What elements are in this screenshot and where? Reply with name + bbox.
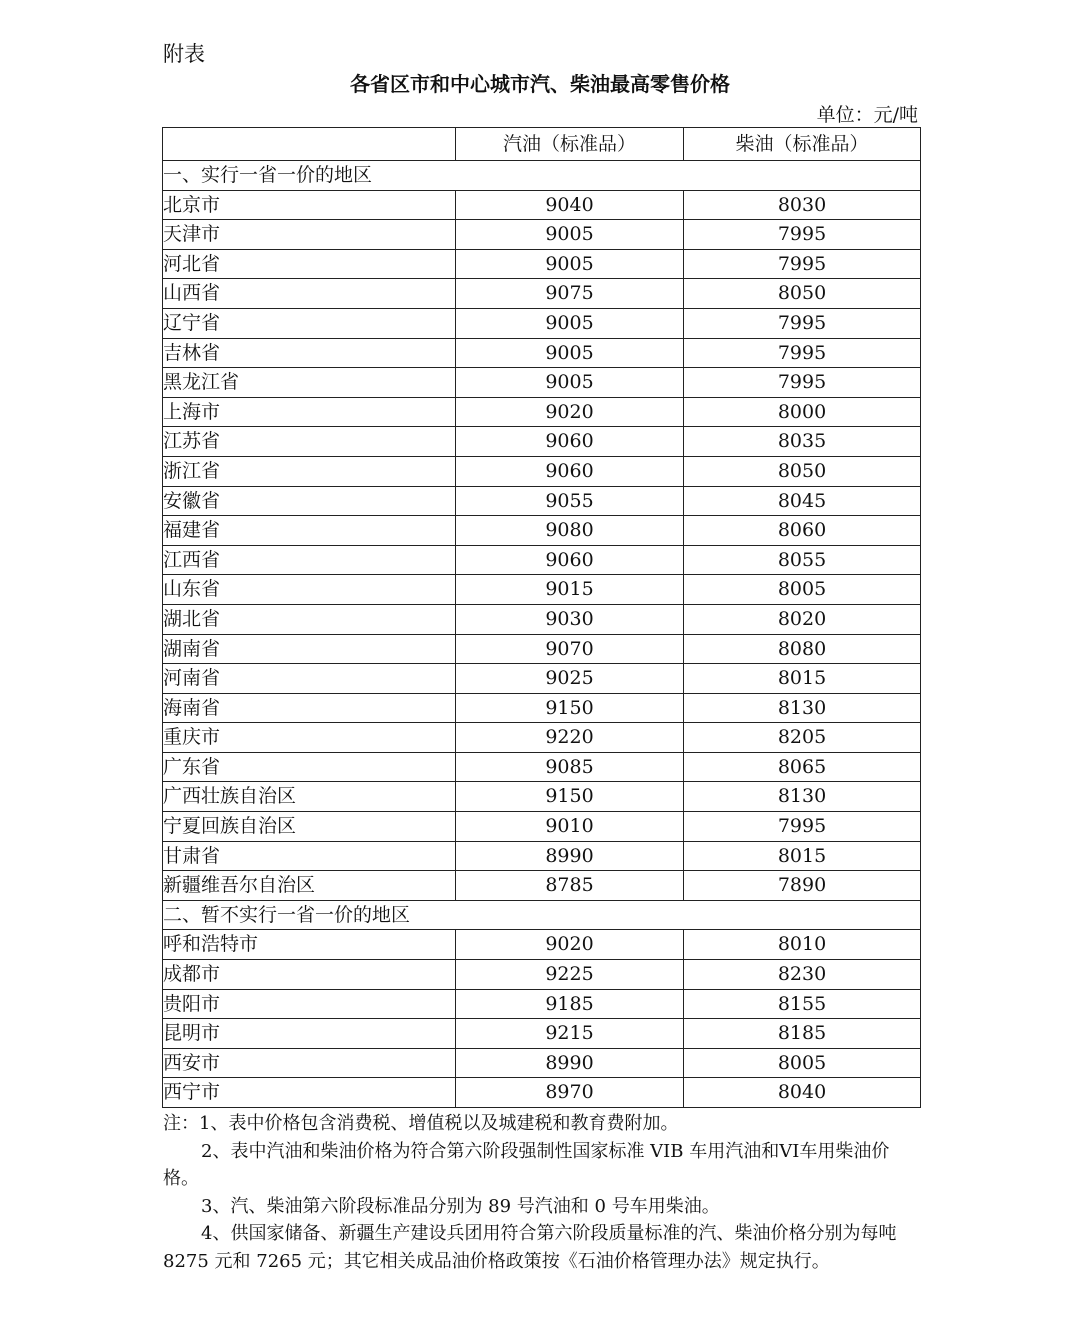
region-name: 山西省 [163, 279, 456, 309]
region-name: 江苏省 [163, 427, 456, 457]
region-name: 海南省 [163, 693, 456, 723]
region-name: 湖南省 [163, 634, 456, 664]
region-name: 昆明市 [163, 1019, 456, 1049]
region-name: 吉林省 [163, 338, 456, 368]
gasoline-price: 9005 [456, 338, 684, 368]
diesel-price: 8010 [684, 930, 921, 960]
diesel-price: 7995 [684, 249, 921, 279]
region-name: 上海市 [163, 397, 456, 427]
gasoline-price: 9070 [456, 634, 684, 664]
diesel-price: 8130 [684, 693, 921, 723]
gasoline-price: 9005 [456, 368, 684, 398]
region-name: 山东省 [163, 575, 456, 605]
gasoline-price: 9005 [456, 220, 684, 250]
diesel-price: 8005 [684, 1048, 921, 1078]
table-row [163, 989, 921, 1019]
diesel-price: 8155 [684, 989, 921, 1019]
gasoline-price: 9080 [456, 516, 684, 546]
gasoline-price: 9150 [456, 782, 684, 812]
region-name: 新疆维吾尔自治区 [163, 871, 456, 901]
diesel-price: 8050 [684, 279, 921, 309]
diesel-price: 8080 [684, 634, 921, 664]
table-row [163, 782, 921, 812]
table-row [163, 693, 921, 723]
gasoline-price: 9060 [456, 545, 684, 575]
table-row [163, 456, 921, 486]
region-name: 天津市 [163, 220, 456, 250]
region-name: 贵阳市 [163, 989, 456, 1019]
section-title: 一、实行一省一价的地区 [163, 161, 921, 191]
note-4: 4、供国家储备、新疆生产建设兵团用符合第六阶段质量标准的汽、柴油价格分别为每吨 8275 元和 7265 元；其它相关成品油价格政策按《石油价格管理办法》规定执行。 [163, 1223, 897, 1272]
diesel-price: 7995 [684, 368, 921, 398]
table-body [163, 161, 921, 1108]
note-1: 注：1、表中价格包含消费税、增值税以及城建税和教育费附加。 [163, 1113, 679, 1134]
table-row [163, 1019, 921, 1049]
note-2: 2、表中汽油和柴油价格为符合第六阶段强制性国家标准 VIB 车用汽油和VI车用柴油价格。 [163, 1140, 890, 1189]
gasoline-price: 9015 [456, 575, 684, 605]
diesel-price: 8045 [684, 486, 921, 516]
diesel-price: 8005 [684, 575, 921, 605]
gasoline-price: 9150 [456, 693, 684, 723]
gasoline-price: 9010 [456, 812, 684, 842]
region-name: 湖北省 [163, 604, 456, 634]
diesel-price: 8050 [684, 456, 921, 486]
gasoline-price: 9020 [456, 930, 684, 960]
region-name: 江西省 [163, 545, 456, 575]
note-3: 3、汽、柴油第六阶段标准品分别为 89 号汽油和 0 号车用柴油。 [201, 1195, 720, 1217]
diesel-price: 8015 [684, 841, 921, 871]
table-row [163, 516, 921, 546]
table-row [163, 308, 921, 338]
region-name: 西宁市 [163, 1078, 456, 1108]
table-row [163, 486, 921, 516]
table-row [163, 220, 921, 250]
header-diesel: 柴油（标准品） [684, 128, 921, 161]
table-row [163, 634, 921, 664]
gasoline-price: 9220 [456, 723, 684, 753]
table-row [163, 397, 921, 427]
diesel-price: 7890 [684, 871, 921, 901]
diesel-price: 8040 [684, 1078, 921, 1108]
region-name: 辽宁省 [163, 308, 456, 338]
table-row [163, 338, 921, 368]
diesel-price: 8185 [684, 1019, 921, 1049]
gasoline-price: 8990 [456, 841, 684, 871]
table-row [163, 871, 921, 901]
diesel-price: 8015 [684, 664, 921, 694]
table-row [163, 368, 921, 398]
region-name: 西安市 [163, 1048, 456, 1078]
gasoline-price: 9085 [456, 752, 684, 782]
section-title: 二、暂不实行一省一价的地区 [163, 900, 921, 930]
diesel-price: 7995 [684, 338, 921, 368]
region-name: 河南省 [163, 664, 456, 694]
region-name: 甘肃省 [163, 841, 456, 871]
diesel-price: 8065 [684, 752, 921, 782]
region-name: 福建省 [163, 516, 456, 546]
price-table [162, 127, 921, 1108]
table-row [163, 752, 921, 782]
table-row [163, 427, 921, 457]
region-name: 北京市 [163, 190, 456, 220]
table-header-row [163, 128, 921, 161]
gasoline-price: 9060 [456, 427, 684, 457]
region-name: 安徽省 [163, 486, 456, 516]
notes [163, 1110, 918, 1275]
table-row [163, 812, 921, 842]
gasoline-price: 9005 [456, 308, 684, 338]
table-row [163, 545, 921, 575]
appendix-label: 附表 [163, 42, 205, 66]
section-row [163, 161, 921, 191]
diesel-price: 8055 [684, 545, 921, 575]
table-row [163, 841, 921, 871]
gasoline-price: 9025 [456, 664, 684, 694]
region-name: 重庆市 [163, 723, 456, 753]
diesel-price: 8205 [684, 723, 921, 753]
table-row [163, 575, 921, 605]
gasoline-price: 9185 [456, 989, 684, 1019]
diesel-price: 7995 [684, 812, 921, 842]
unit-label: 单位：元/吨 [816, 104, 918, 126]
gasoline-price: 9020 [456, 397, 684, 427]
table-row [163, 279, 921, 309]
diesel-price: 8020 [684, 604, 921, 634]
gasoline-price: 9040 [456, 190, 684, 220]
gasoline-price: 9030 [456, 604, 684, 634]
gasoline-price: 9215 [456, 1019, 684, 1049]
gasoline-price: 8970 [456, 1078, 684, 1108]
region-name: 成都市 [163, 960, 456, 990]
gasoline-price: 9005 [456, 249, 684, 279]
table-row [163, 604, 921, 634]
diesel-price: 7995 [684, 308, 921, 338]
diesel-price: 8230 [684, 960, 921, 990]
table-row [163, 1078, 921, 1108]
page-title: 各省区市和中心城市汽、柴油最高零售价格 [350, 72, 730, 96]
table-row [163, 1048, 921, 1078]
diesel-price: 8000 [684, 397, 921, 427]
header-gasoline: 汽油（标准品） [456, 128, 684, 161]
gasoline-price: 8785 [456, 871, 684, 901]
diesel-price: 8035 [684, 427, 921, 457]
gasoline-price: 9225 [456, 960, 684, 990]
table-row [163, 190, 921, 220]
region-name: 广东省 [163, 752, 456, 782]
table-row [163, 664, 921, 694]
diesel-price: 8130 [684, 782, 921, 812]
gasoline-price: 8990 [456, 1048, 684, 1078]
region-name: 广西壮族自治区 [163, 782, 456, 812]
region-name: 浙江省 [163, 456, 456, 486]
gasoline-price: 9060 [456, 456, 684, 486]
diesel-price: 7995 [684, 220, 921, 250]
table-row [163, 960, 921, 990]
gasoline-price: 9075 [456, 279, 684, 309]
diesel-price: 8030 [684, 190, 921, 220]
region-name: 黑龙江省 [163, 368, 456, 398]
region-name: 宁夏回族自治区 [163, 812, 456, 842]
table-row [163, 249, 921, 279]
header-region [163, 128, 456, 161]
diesel-price: 8060 [684, 516, 921, 546]
gasoline-price: 9055 [456, 486, 684, 516]
region-name: 河北省 [163, 249, 456, 279]
table-row [163, 930, 921, 960]
region-name: 呼和浩特市 [163, 930, 456, 960]
table-row [163, 723, 921, 753]
section-row [163, 900, 921, 930]
